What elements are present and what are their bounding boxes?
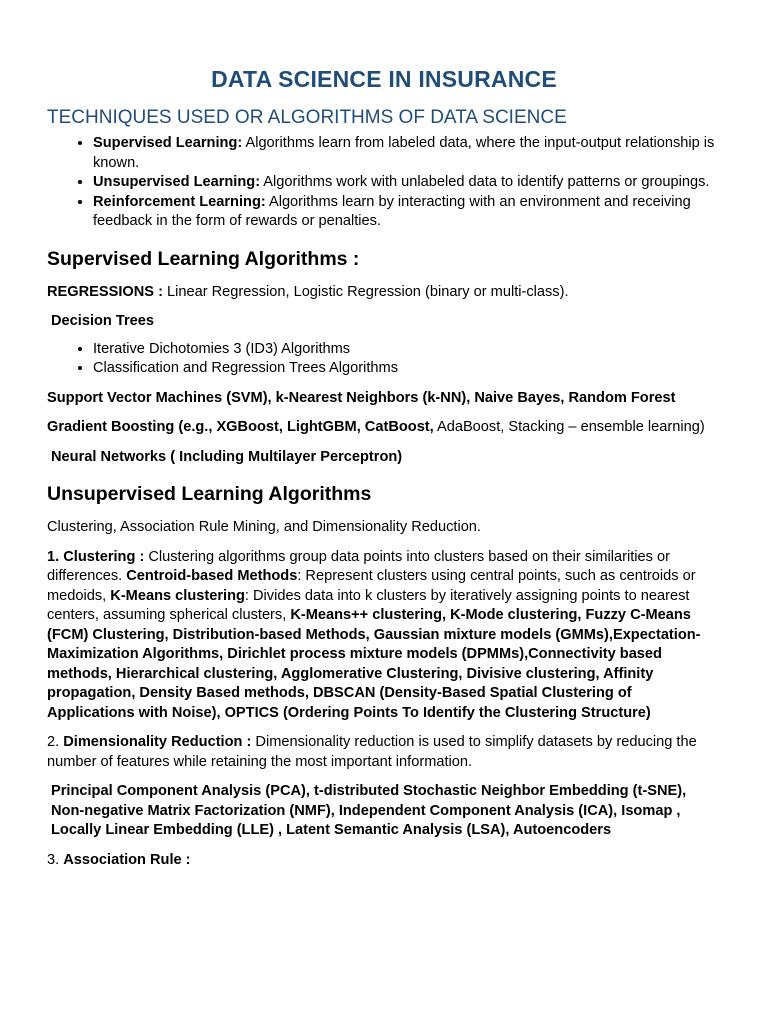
dimred-methods-text: Principal Component Analysis (PCA), t-distributed Stochastic Neighbor Embedding (t-SNE), Non-negative Matrix Factorization (NMF), Independent Component Analysis (ICA), Isomap , Locally Linear Embedding (LLE) , Latent Semantic Analysis (LSA), Autoencoders: [51, 783, 687, 838]
description: Algorithms work with unlabeled data to identify patterns or groupings.: [260, 174, 710, 190]
supervised-heading: Supervised Learning Algorithms :: [47, 247, 360, 270]
techniques-list: [47, 134, 721, 232]
section-subtitle: TECHNIQUES USED OR ALGORITHMS OF DATA SCIENCE: [47, 107, 567, 128]
centroid-methods: Centroid-based Methods: [126, 568, 298, 584]
kmeans-label: K-Means clustering: [110, 587, 245, 604]
unsupervised-heading: Unsupervised Learning Algorithms: [47, 483, 372, 505]
clustering-paragraph: [47, 548, 721, 724]
list-item: • Classification and Regression Trees Algorithms: [93, 359, 721, 379]
dimred-methods-paragraph: [47, 782, 721, 841]
term: Supervised Learning:: [93, 135, 243, 151]
assoc-label: Association Rule :: [63, 851, 191, 868]
svm-text: Support Vector Machines (SVM), k-Nearest Neighbors (k-NN), Naive Bayes, Random Forest: [47, 389, 676, 406]
decision-trees-text: Decision Trees: [51, 313, 155, 329]
list-item: [93, 193, 721, 232]
centroid-text: : Represent clusters using central points, such as centroids or medoids,: [47, 568, 696, 604]
page-title: DATA SCIENCE IN INSURANCE: [211, 66, 557, 92]
svm-paragraph: [47, 389, 721, 409]
neural-paragraph: [47, 448, 721, 468]
clustering-text: Clustering algorithms group data points into clusters based on their similarities or differences.: [47, 548, 670, 584]
boosting-rest: AdaBoost, Stacking – ensemble learning): [433, 419, 705, 435]
clustering-label: 1. Clustering :: [47, 548, 145, 565]
association-paragraph: [47, 851, 721, 871]
term: Reinforcement Learning:: [93, 193, 266, 210]
dimred-paragraph: [47, 733, 721, 772]
boosting-paragraph: [47, 418, 721, 438]
neural-text: Neural Networks ( Including Multilayer Perceptron): [51, 448, 403, 465]
decision-trees-label: [47, 312, 721, 332]
dimred-text: Dimensionality reduction is used to simplify datasets by reducing the number of features while retaining the most important information.: [47, 734, 697, 770]
description: Algorithms learn from labeled data, where the input-output relationship is known.: [93, 135, 715, 171]
list-item: [93, 173, 721, 193]
clustering-methods-list: K-Means++ clustering, K-Mode clustering, Fuzzy C-Means (FCM) Clustering, Distribution-based Methods, Gaussian mixture models (GMMs),Expectation-Maximization Algorithms, Dirichlet process mixture models (DPMMs),Connectivity based methods, Hierarchical clustering, Agglomerative Clustering, Divisive clustering, Affinity propagation, Density Based methods, DBSCAN (Density-Based Spatial Clustering of Applications with Noise), OPTICS (Ordering Points To Identify the Clustering Structure): [47, 607, 701, 721]
regressions-text: Linear Regression, Logistic Regression (binary or multi-class).: [162, 283, 569, 300]
description: Algorithms learn by interacting with an environment and receiving feedback in the form of rewards or penalties.: [93, 193, 691, 229]
term: Unsupervised Learning:: [93, 174, 261, 190]
regressions-paragraph: [47, 283, 721, 303]
kmeans-text: : Divides data into k clusters by iteratively assigning points to nearest centers, assuming spherical clusters,: [47, 587, 690, 623]
dimred-number: 2.: [47, 734, 64, 750]
dimred-label: Dimensionality Reduction :: [63, 734, 252, 750]
boosting-bold: Gradient Boosting (e.g., XGBoost, LightGBM, CatBoost,: [47, 419, 434, 435]
decision-tree-list: [47, 340, 721, 379]
list-item: • Iterative Dichotomies 3 (ID3) Algorithms: [93, 340, 721, 360]
regressions-label: REGRESSIONS :: [47, 283, 163, 300]
unsupervised-intro: Clustering, Association Rule Mining, and Dimensionality Reduction.: [47, 519, 481, 535]
assoc-number: 3.: [47, 851, 64, 868]
list-item: [93, 134, 721, 173]
